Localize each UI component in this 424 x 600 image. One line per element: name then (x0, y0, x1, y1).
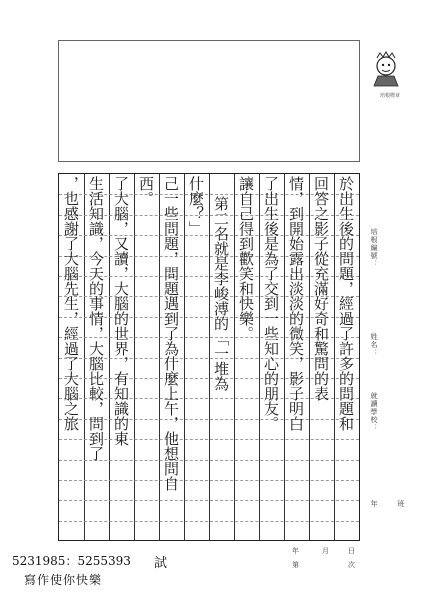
text-column-12: ，也感謝了大腦先生，經過了大腦之旅 (62, 176, 80, 431)
text-column-7: 什麼？」 (187, 176, 205, 236)
text-column-8: 己一些問題，問題遇到了為什麼上午，他想問自 (162, 176, 180, 491)
name-label: 姓名： (370, 333, 378, 357)
footer-day: 日 (348, 547, 355, 555)
grade-label: 年 (370, 500, 378, 508)
editor-label: 培根編號： (370, 228, 378, 268)
handwritten-code: 5231985：5255393 (12, 554, 131, 568)
class-label: 班 (397, 500, 405, 508)
mascot-icon (364, 50, 408, 90)
text-column-3: 情，到開始露出淡淡的微笑，影子明白 (287, 176, 305, 431)
brand-logo (364, 50, 412, 110)
text-column-6: 第二名就是李峻溥的「一堆為 (212, 196, 230, 391)
text-column-5: 讓自己得到歡笑和快樂。 (237, 176, 255, 341)
handwritten-note: 試 (154, 556, 168, 571)
footer-times: 次 (348, 561, 355, 569)
slogan: 寫作使你快樂 (24, 573, 103, 587)
brand-label: 培根標章 (379, 93, 400, 99)
stamp-area (58, 40, 360, 162)
text-column-1: 於出生後的問題，經過了許多的問題和 (337, 176, 355, 431)
text-column-9: 西。 (137, 176, 155, 206)
text-column-4: 了出生後是為了交到一些知心的朋友。 (262, 176, 280, 431)
footer-page: 第 (292, 561, 299, 569)
footer-year: 年 (292, 547, 299, 555)
school-label: 就讀學校： (370, 392, 378, 432)
footer-month: 月 (322, 547, 329, 555)
text-column-2: 回答之影子從充滿好奇和驚問的表 (312, 176, 330, 401)
text-column-11: 生活知識，今天的事情，大腦比較，問到了 (87, 176, 105, 461)
writing-grid (58, 173, 360, 541)
text-column-10: 了大腦，又讀，大腦的世界，有知識的東 (112, 176, 130, 446)
